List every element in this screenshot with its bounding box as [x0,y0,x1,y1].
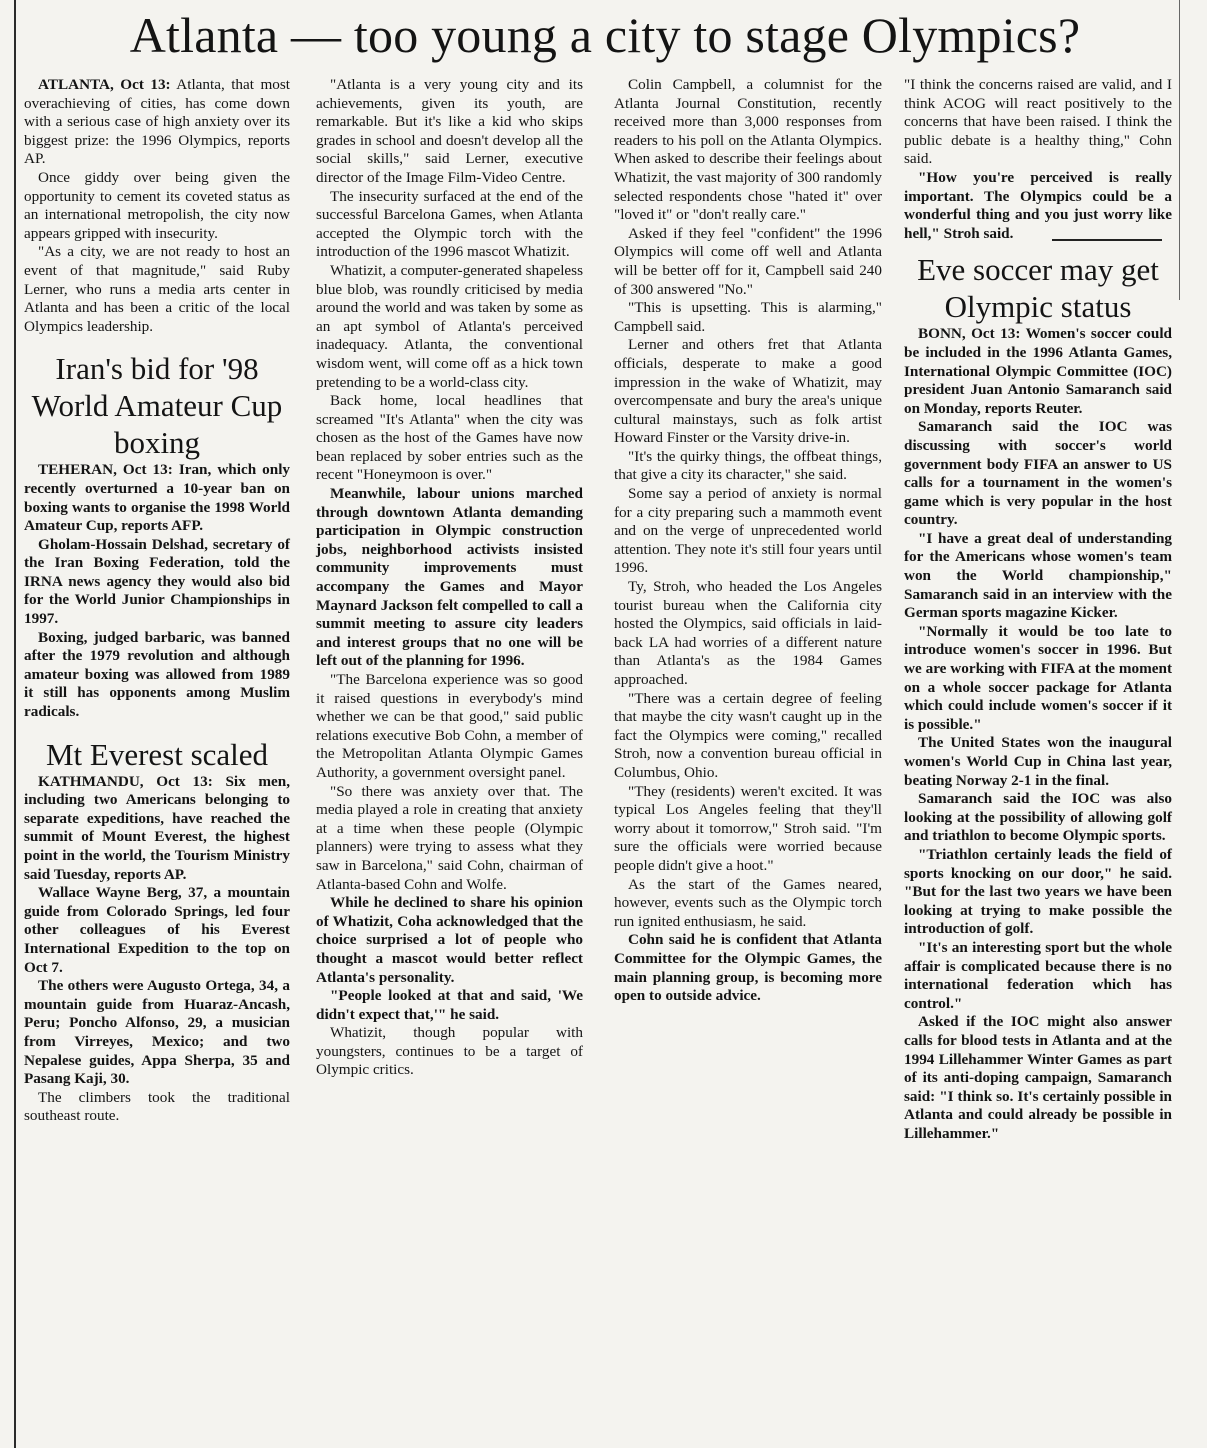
atlanta-paragraph-8: Meanwhile, labour unions marched through downtown Atlanta demanding participation in Olympic construction jobs, neighborhood activists insisted community improvements must accompany the Games and Mayor Maynard Jackson felt compelled to call a summit meeting to assure city leaders and interest groups that no one will be left out of the planning for 1996. [316,485,583,670]
atlanta-paragraph-21: "There was a certain degree of feeling that maybe the city wasn't caught up in the fact the Olympics were coming," recalled Stroh, now a convention bureau official in Columbus, Ohio. [614,689,882,781]
atlanta-paragraph-2: Once giddy over being given the opportunity to cement its coveted status as an international metropolish, the city now appears gripped with insecurity. [24,168,290,242]
atlanta-paragraph-6: Whatizit, a computer-generated shapeless blue blob, was roundly criticised by media around the world and was taken by some as an apt symbol of Atlanta's perceived inadequacy. Atlanta, the conventional wisdom went, will come off as a hick town pretending to be a world-class city. [316,261,583,391]
atlanta-paragraph-11: While he declined to share his opinion of Whatizit, Coha acknowledged that the choice surprised a lot of people who thought a mascot would better reflect Atlanta's personality. [316,894,583,986]
atlanta-paragraph-24: Cohn said he is confident that Atlanta Committee for the Olympic Games, the main planning group, is becoming more open to outside advice. [614,931,882,1005]
soccer-headline: Eve soccer may get Olympic status [917,252,1159,325]
atlanta-paragraph-9: "The Barcelona experience was so good it raised questions in everybody's mind whether we can be that good," said public relations executive Bob Cohn, a member of the Metropolitan Atlanta Olympic Games Authority, a government oversight panel. [316,671,583,781]
atlanta-paragraph-13: Whatizit, though popular with youngsters, continues to be a target of Olympic critics. [316,1024,583,1079]
main-headline: Atlanta — too young a city to stage Olympics? [129,7,1081,63]
atlanta-paragraph-4: "Atlanta is a very young city and its achievements, given its youth, are remarkable. But it's like a kid who skips grades in school and doesn't develop all the social skills," said Lerner, executive director of the Image Film-Video Centre. [316,76,583,186]
atlanta-paragraph-14: Colin Campbell, a columnist for the Atlanta Journal Constitution, recently received more than 3,000 responses from readers to his poll on the Atlanta Olympics. When asked to describe their feelings about Whatizit, the vast majority of 300 randomly selected respondents chose "hated it" over "loved it" or "don't really care." [614,76,882,224]
soccer-paragraph-4: "Normally it would be too late to introduce women's soccer in 1996. But we are working with FIFA at the moment on a whole soccer package for Atlanta which could include women's soccer if it is possible." [904,622,1172,733]
story-end-rule [1052,239,1162,241]
soccer-paragraph-1: BONN, Oct 13: Women's soccer could be included in the 1996 Atlanta Games, International Olympic Committee (IOC) president Juan Antonio Samaranch said on Monday, reports Reuter. [904,325,1172,417]
soccer-paragraph-7: "Triathlon certainly leads the field of sports knocking on our door," he said. "But for the last two years we have been looking at trying to make possible the introduction of golf. [904,845,1172,938]
atlanta-paragraph-12: "People looked at that and said, 'We didn't expect that,'" he said. [316,987,583,1023]
soccer-paragraph-2: Samaranch said the IOC was discussing with soccer's world government body FIFA an answer to US calls for a tournament in the women's game which is very popular in the host country. [904,418,1172,529]
everest-paragraph-1: KATHMANDU, Oct 13: Six men, including two Americans belonging to separate expeditions, have reached the summit of Mount Everest, the highest point in the world, the Tourism Ministry said Tuesday, reports AP. [24,772,290,883]
iran-paragraph-1: TEHERAN, Oct 13: Iran, which only recently overturned a 10-year ban on boxing wants to organise the 1998 World Amateur Cup, reports AFP. [24,461,291,535]
everest-paragraph-2: Wallace Wayne Berg, 37, a mountain guide from Colorado Springs, led four other colleagues of his Everest International Expedition to the top on Oct 7. [24,884,290,976]
everest-paragraph-3: The others were Augusto Ortega, 34, a mountain guide from Huaraz-Ancash, Peru; Poncho Alfonso, 29, a musician from Virreyes, Mexico; and two Nepalese guides, Appa Sherpa, 35 and Pasang Kaji, 30. [24,977,290,1088]
atlanta-paragraph-23: As the start of the Games neared, however, events such as the Olympic torch run ignited enthusiasm, he said. [614,875,882,930]
soccer-paragraph-8: "It's an interesting sport but the whole affair is complicated because there is no international federation which has control." [904,938,1172,1012]
everest-dateline: KATHMANDU, Oct 13: [38,772,213,790]
atlanta-paragraph-7: Back home, local headlines that screamed "It's Atlanta" when the city was chosen as the host of the Games have now bean replaced by sober entries such as the recent "Honeymoon is over." [316,392,583,484]
soccer-paragraph-5: The United States won the inaugural women's World Cup in China last year, beating Norway 2-1 in the final. [904,734,1172,789]
iran-paragraph-2: Gholam-Hossain Delshad, secretary of the Iran Boxing Federation, told the IRNA news agency they would also bid for the World Junior Championships in 1997. [24,535,290,628]
column-3 [614,76,882,1006]
atlanta-dateline: ATLANTA, Oct 13: [38,76,171,93]
atlanta-paragraph-17: Lerner and others fret that Atlanta officials, desperate to make a good impression in the wake of Whatizit, may overcompensate and bury the area's unique cultural mainstays, such as folk artist Howard Finster or the Varsity drive-in. [614,336,882,447]
everest-headline: Mt Everest scaled [45,736,269,772]
iran-dateline: TEHERAN, Oct 13: [38,461,173,479]
atlanta-paragraph-10: "So there was anxiety over that. The media played a role in creating that anxiety at a time when these people (Olympic planners) were trying to assess what they saw in Barcelona," said Cohn, chairman of Atlanta-based Cohn and Wolfe. [316,782,583,893]
soccer-paragraph-6: Samaranch said the IOC was also looking at the possibility of allowing golf and triathlon to become Olympic sports. [904,790,1172,845]
soccer-dateline: BONN, Oct 13: [918,325,1021,343]
atlanta-paragraph-3: "As a city, we are not ready to host an event of that magnitude," said Ruby Lerner, who runs a media arts center in Atlanta and has been a critic of the local Olympics leadership. [24,243,290,335]
everest-paragraph-4: The climbers took the traditional southeast route. [24,1088,290,1125]
left-column-rule [14,0,16,1448]
soccer-paragraph-9: Asked if the IOC might also answer calls for blood tests in Atlanta and at the 1994 Lillehammer Winter Games as part of its anti-doping campaign, Samaranch said: "I think so. It's certainly possible in Atlanta and could already be possible in Lillehammer." [904,1013,1172,1142]
soccer-paragraph-3: "I have a great deal of understanding for the Americans whose women's team won the World championship," Samaranch said in an interview with the German sports magazine Kicker. [904,529,1172,622]
atlanta-paragraph-20: Ty, Stroh, who headed the Los Angeles tourist bureau when the California city hosted the Olympics, said officials in laid-back LA had worries of a different nature than Atlanta's as the 1984 Games approached. [614,578,882,688]
atlanta-paragraph-26: "How you're perceived is really important. The Olympics could be a wonderful thing and you just worry like hell," Stroh said. [904,168,1172,242]
atlanta-paragraph-1: ATLANTA, Oct 13: Atlanta, that most overachieving of cities, has come down with a serious case of high anxiety over its biggest prize: the 1996 Olympics, reports AP. [24,76,290,168]
column-2 [316,76,583,1080]
atlanta-paragraph-19: Some say a period of anxiety is normal for a city preparing such a mammoth event and on the verge of unprecedented world attention. They note it's still four years until 1996. [614,485,882,577]
atlanta-paragraph-25: "I think the concerns raised are valid, and I think ACOG will react positively to the concerns that have been raised. I think the public debate is a healthy thing," Cohn said. [904,76,1172,168]
column-4 [904,76,1172,1143]
column-1 [24,76,290,1126]
atlanta-paragraph-22: "They (residents) weren't excited. It was typical Los Angeles feeling that they'll worry about it tomorrow," Stroh said. "I'm sure the officials were worried because people didn't give a hoot." [614,782,882,874]
atlanta-paragraph-18: "It's the quirky things, the offbeat things, that give a city its character," she said. [614,447,882,484]
iran-headline: Iran's bid for '98 World Amateur Cup boxing [31,351,283,461]
atlanta-paragraph-5: The insecurity surfaced at the end of the successful Barcelona Games, when Atlanta accepted the Olympic torch with the introduction of the 1996 mascot Whatizit. [316,187,583,261]
iran-paragraph-3: Boxing, judged barbaric, was banned after the 1979 revolution and although amateur boxing was allowed from 1989 it still has opponents among Muslim radicals. [24,628,290,721]
atlanta-paragraph-16: "This is upsetting. This is alarming," Campbell said. [614,299,882,335]
atlanta-paragraph-15: Asked if they feel "confident" the 1996 Olympics will come off well and Atlanta will be better off for it, Campbell said 240 of 300 answered "No." [614,224,882,298]
